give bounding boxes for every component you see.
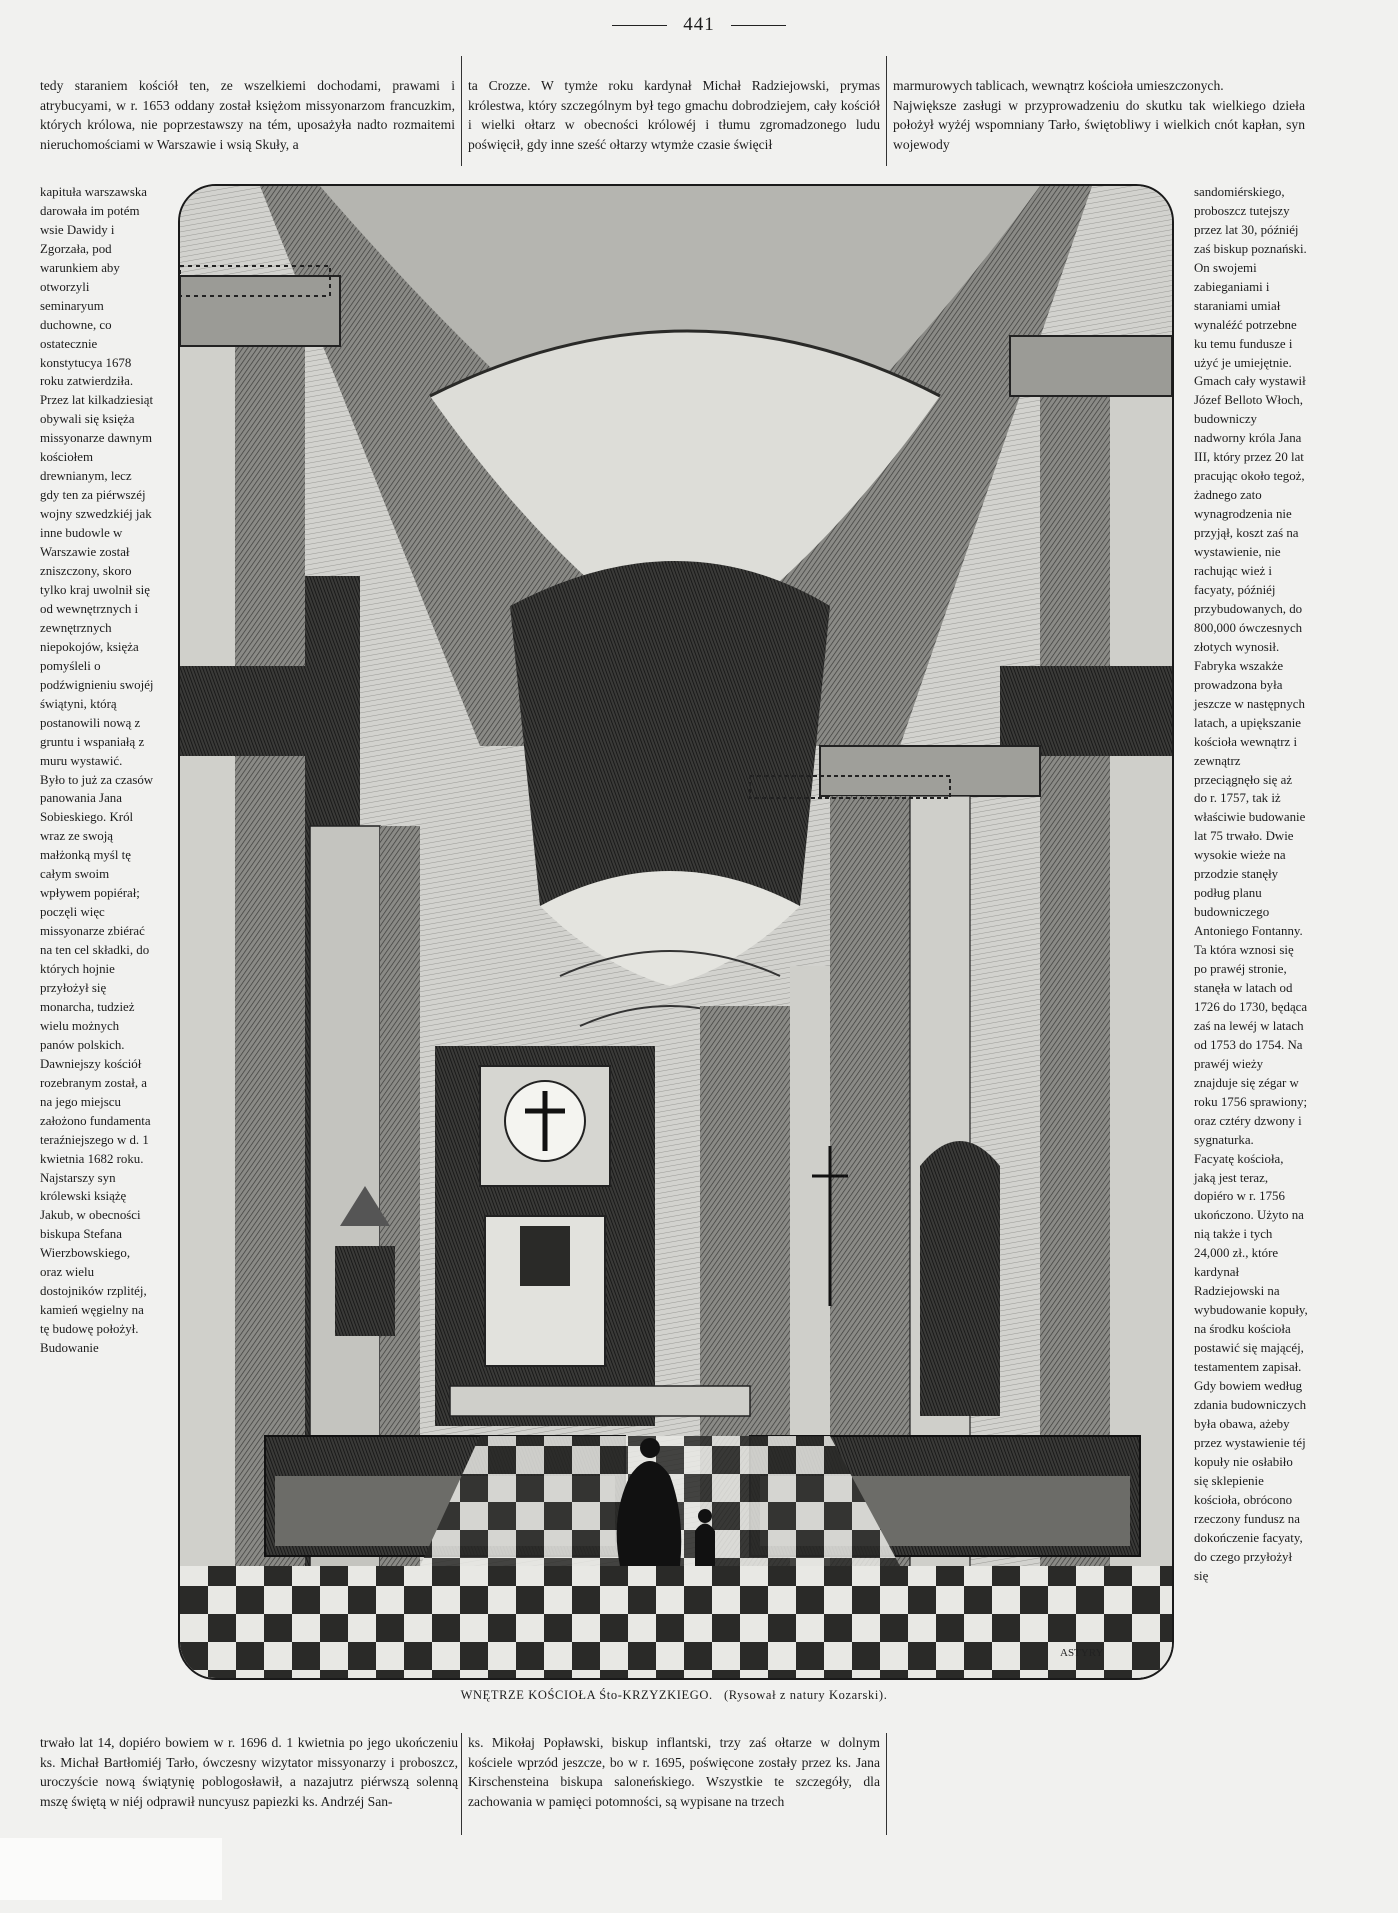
paragraph: trwało lat 14, dopiéro bowiem w r. 1696 d. 1 kwietnia po jego ukończeniu ks. Michał Bartłomiéj Tarło, ówczesny wizytator missyonarzy i proboszcz, uroczyście nową świątynię poblogosławił, a nazajutrz piérwszą solenną mszę świętą w niéj odprawił nuncyusz papiezki ks. Andrzéj San- xyxy=(40,1735,458,1809)
text-column-narrow-right xyxy=(1194,164,1308,1726)
left-capital xyxy=(180,666,310,756)
vault-shadow xyxy=(510,561,830,906)
column-rule xyxy=(461,1733,462,1835)
page-number: 441 xyxy=(0,14,1398,36)
text-column-top-middle xyxy=(468,56,880,162)
side-archway xyxy=(920,1141,1000,1416)
text-column-bottom-middle xyxy=(468,1733,880,1811)
pulpit xyxy=(335,1246,395,1336)
altar-crucifix-painting xyxy=(520,1226,570,1286)
paper-blemish xyxy=(0,1838,222,1900)
column-rule xyxy=(886,56,887,166)
caption-title: WNĘTRZE KOŚCIOŁA Śto-KRZYZKIEGO. xyxy=(460,1688,713,1702)
paragraph: ta Crozze. W tymże roku kardynał Michał Radziejowski, prymas królestwa, który szczególnym był tego gmachu dobrodziejem, cały kościół i wielki ołtarz w obecności królowéj i tłumu zgromadzonego ludu poświęcił, gdy inne sześć ołtarzy wtymże czasie święcił xyxy=(468,77,880,153)
engraver-signature: ASTYRY xyxy=(1060,1647,1104,1659)
right-capital xyxy=(1000,666,1172,756)
communion-rail xyxy=(450,1386,750,1416)
paragraph: marmurowych tablicach, wewnątrz kościoła umieszczonych. Największe zasługi w przyprowadzeniu do skutku tak wielkiego dzieła położył wyżéj wspomniany Tarło, świętobliwy i wielkich cnót kapłan, syn wojewody xyxy=(893,77,1305,153)
left-cornice xyxy=(180,276,340,346)
church-interior-engraving xyxy=(178,184,1174,1680)
engraving-svg xyxy=(180,186,1172,1678)
text-column-top-left xyxy=(40,56,455,162)
right-cornice xyxy=(1010,336,1172,396)
paragraph: sandomiérskiego, proboszcz tutejszy przez lat 30, późniéj zaś biskup poznański. On swojemi zabieganiami i staraniami umiał wynaléźć potrzebne ku temu fundusze i użyć je umiejętnie. Gmach cały wystawił Józef Belloto Włoch, budowniczy nadworny króla Jana III, który przez 20 lat pracując około tegoż, żadnego zato wynagrodzenia nie przyjął, koszt zaś na wystawienie, nie rachując wież i facyaty, późniéj przybudowanych, do 800,000 ówczesnych złotych wynosił. Fabryka wszakże prowadzona była jeszcze w następnych latach, a upiększanie kościoła wewnątrz i zewnątrz przeciągnęło się aż do r. 1757, tak iż właściwie budowanie lat 75 trwało. Dwie wysokie wieże na przodzie stanęły podług planu budowniczego Antoniego Fontanny. Ta która wznosi się po prawéj stronie, stanęła w latach od 1726 do 1730, będąca zaś na lewéj w latach od 1753 do 1754. Na prawéj wieży znajduje się zégar w roku 1756 sprawiony; oraz cztéry dzwony i sygnaturka. Facyatę kościoła, jaką jest teraz, dopiéro w r. 1756 ukończono. Użyto na nią także i tych 24,000 zł., które kardynał Radziejowski na wybudowanie kopuły, na środku kościoła postawić się mającéj, testamentem zapisał. Gdy bowiem według zdania budowniczych była obawa, ażeby przez wystawienie téj kopuły nie osłabiło się sklepienie kościoła, obrócono rzeczony fundusz na dokończenie facyaty, do czego przyłożył się xyxy=(1194,184,1308,1583)
column-rule xyxy=(886,1733,887,1835)
caption-credit: (Rysował z natury Kozarski). xyxy=(723,1688,888,1702)
paragraph: ks. Mikołaj Popławski, biskup inflantski, trzy zaś ołtarze w dolnym kościele wprzód jeszcze, bo w r. 1695, poświęcone zostały przez ks. Jana Kirschensteina biskupa saloneńskiego. Wszystkie te szczegóły, dla zachowania w pamięci potomności, są wypisane na trzech xyxy=(468,1735,880,1809)
checkered-floor xyxy=(180,1566,1172,1678)
paragraph: tedy staraniem kościół ten, ze wszelkiemi dochodami, prawami i atrybucyami, w r. 1653 oddany został księżom missyonarzom francuzkim, których królowa, nie poprzestawszy na tém, uposażyła nadto rozmaitemi nieruchomościami w Warszawie i wsią Skuły, a xyxy=(40,77,455,153)
text-column-top-right xyxy=(893,56,1305,162)
text-column-bottom-left xyxy=(40,1733,458,1811)
column-rule xyxy=(461,56,462,166)
illustration-caption xyxy=(178,1688,1170,1703)
text-column-narrow-left xyxy=(40,164,154,1726)
child-figure xyxy=(695,1524,715,1567)
paragraph: kapituła warszawska darowała im potém wsie Dawidy i Zgorzała, pod warunkiem aby otworzyli seminaryum duchowne, co ostatecznie konstytucya 1678 roku zatwierdziła. Przez lat kilkadziesiąt obywali się księża missyonarze dawnym kościołem drewnianym, lecz gdy ten za piérwszéj wojny szwedzkiéj jak inne budowle w Warszawie został zniszczony, skoro tylko kraj uwolnił się od wewnętrznych i zewnętrznych niepokojów, księża pomyśleli o podźwignieniu swojéj świątyni, którą postanowili nową z gruntu i wspaniałą z muru wystawić. Było to już za czasów panowania Jana Sobieskiego. Król wraz ze swoją małżonką myśl tę całym swoim wpływem popiérał; poczęli więc missyonarze zbiérać na ten cel składki, do których hojnie przyłożył się monarcha, tudzież wielu możnych panów polskich. Dawniejszy kościół rozebranym został, a na jego miejscu założono fundamenta teraźniejszego w d. 1 kwietnia 1682 roku. Najstarszy syn królewski książę Jakub, w obecności biskupa Stefana Wierzbowskiego, oraz wielu dostojników rzplitéj, kamień węgielny na tę budowę położył. Budowanie xyxy=(40,184,154,1356)
